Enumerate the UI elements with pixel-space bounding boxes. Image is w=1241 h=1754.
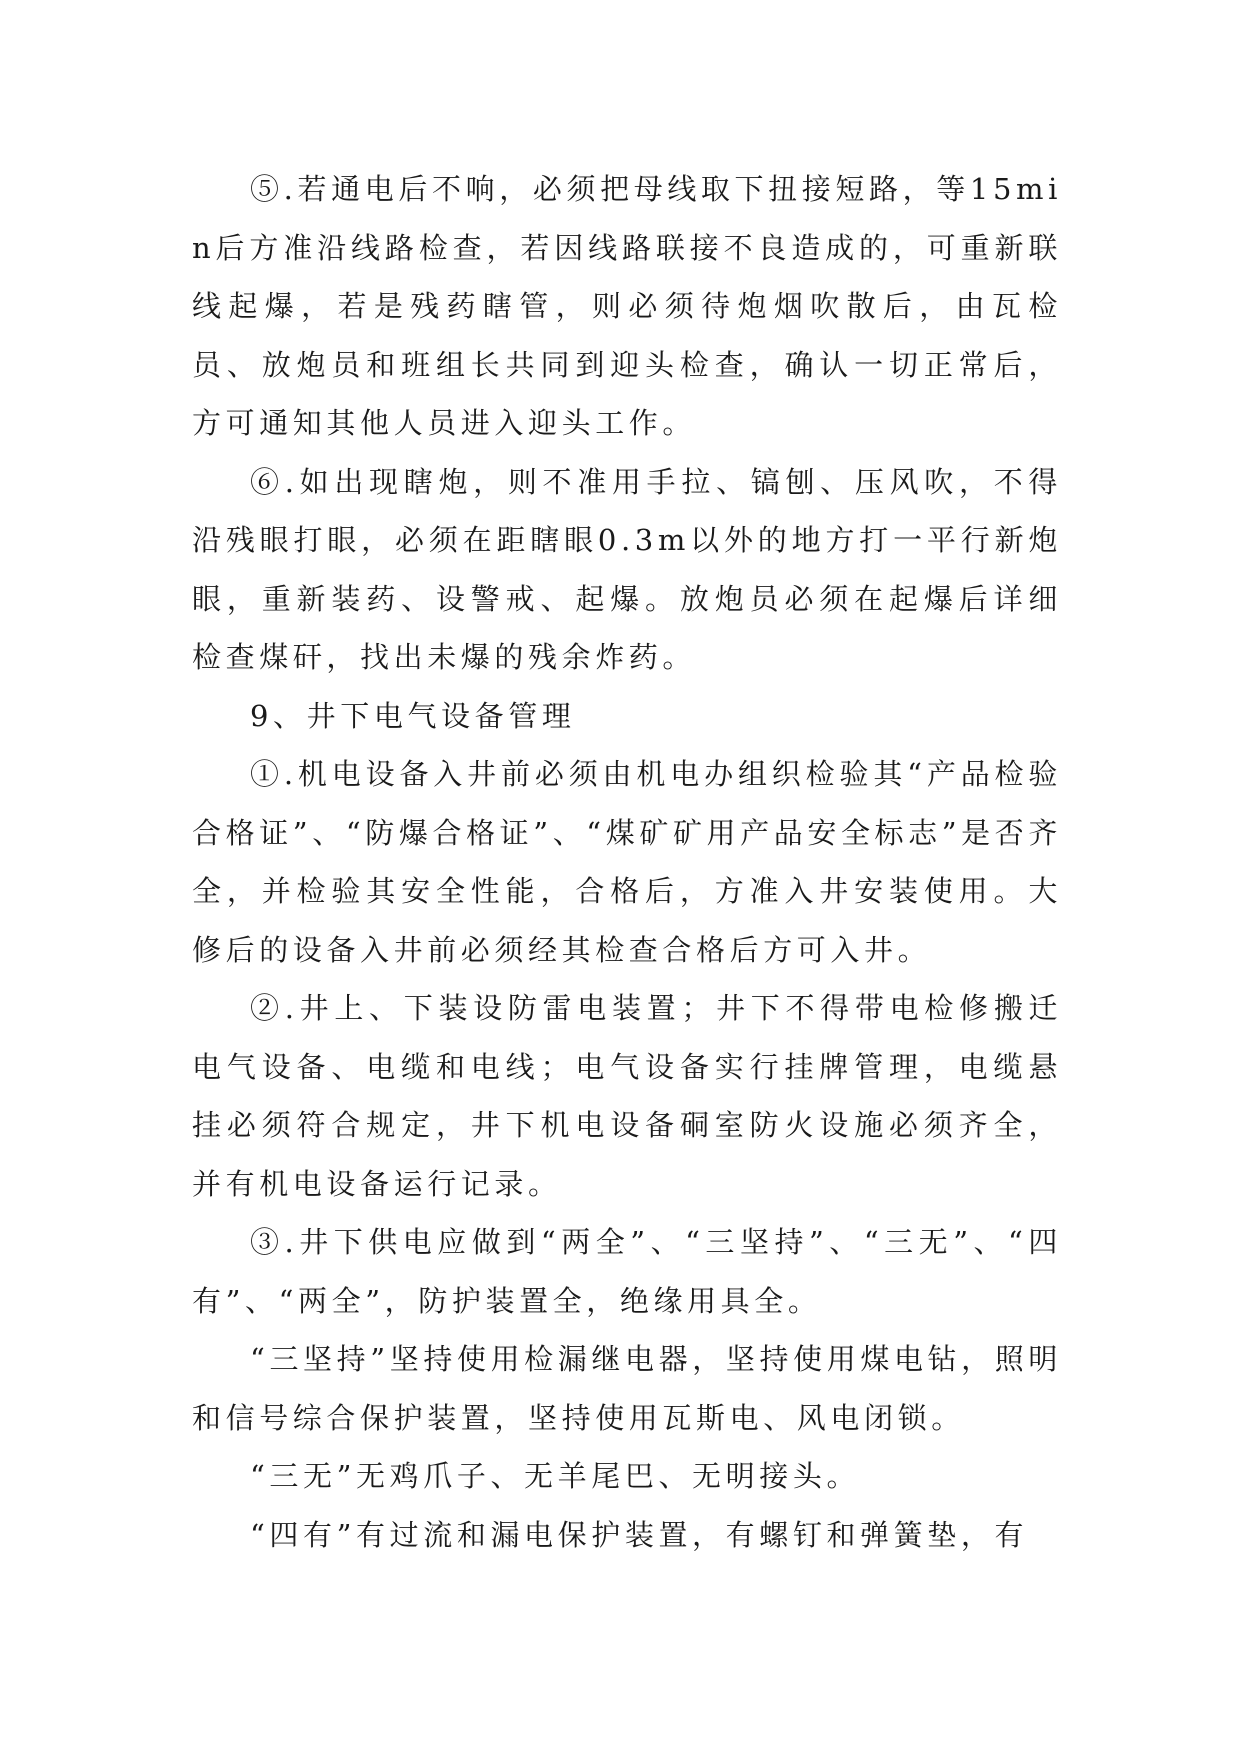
paragraph-misfire-handling: ⑥.如出现瞎炮，则不准用手拉、镐刨、压风吹，不得沿残眼打眼，必须在距瞎眼0.3m以外的地方打一平行新炮眼，重新装药、设警戒、起爆。放炮员必须在起爆后详细检查煤矸，找出未爆的残余炸药。 <box>192 464 1062 674</box>
document-page <box>192 160 1062 1564</box>
paragraph-dud-blast-no-sound: ⑤.若通电后不响，必须把母线取下扭接短路，等15min后方准沿线路检查，若因线路联接不良造成的，可重新联线起爆，若是残药瞎管，则必须待炮烟吹散后，由瓦检员、放炮员和班组长共同到迎头检查，确认一切正常后，方可通知其他人员进入迎头工作。 <box>192 172 1062 440</box>
paragraph-three-persistences: “三坚持”坚持使用检漏继电器，坚持使用煤电钻，照明和信号综合保护装置，坚持使用瓦斯电、风电闭锁。 <box>192 1342 1062 1435</box>
paragraph-power-supply-requirements: ③.井下供电应做到“两全”、“三坚持”、“三无”、“四有”、“两全”，防护装置全，绝缘用具全。 <box>192 1225 1062 1318</box>
paragraph-three-nones: “三无”无鸡爪子、无羊尾巴、无明接头。 <box>250 1459 861 1493</box>
paragraph-lightning-protection: ②.井上、下装设防雷电装置；井下不得带电检修搬迁电气设备、电缆和电线；电气设备实行挂牌管理，电缆悬挂必须符合规定，井下机电设备硐室防火设施必须齐全，并有机电设备运行记录。 <box>192 991 1062 1201</box>
paragraph-equipment-inspection: ①.机电设备入井前必须由机电办组织检验其“产品检验合格证”、“防爆合格证”、“煤矿矿用产品安全标志”是否齐全，并检验其安全性能，合格后，方准入井安装使用。大修后的设备入井前必须经其检查合格后方可入井。 <box>192 757 1062 967</box>
section-heading-electrical-equipment: 9、井下电气设备管理 <box>250 698 576 733</box>
paragraph-four-haves: “四有”有过流和漏电保护装置，有螺钉和弹簧垫，有 <box>250 1517 1029 1552</box>
